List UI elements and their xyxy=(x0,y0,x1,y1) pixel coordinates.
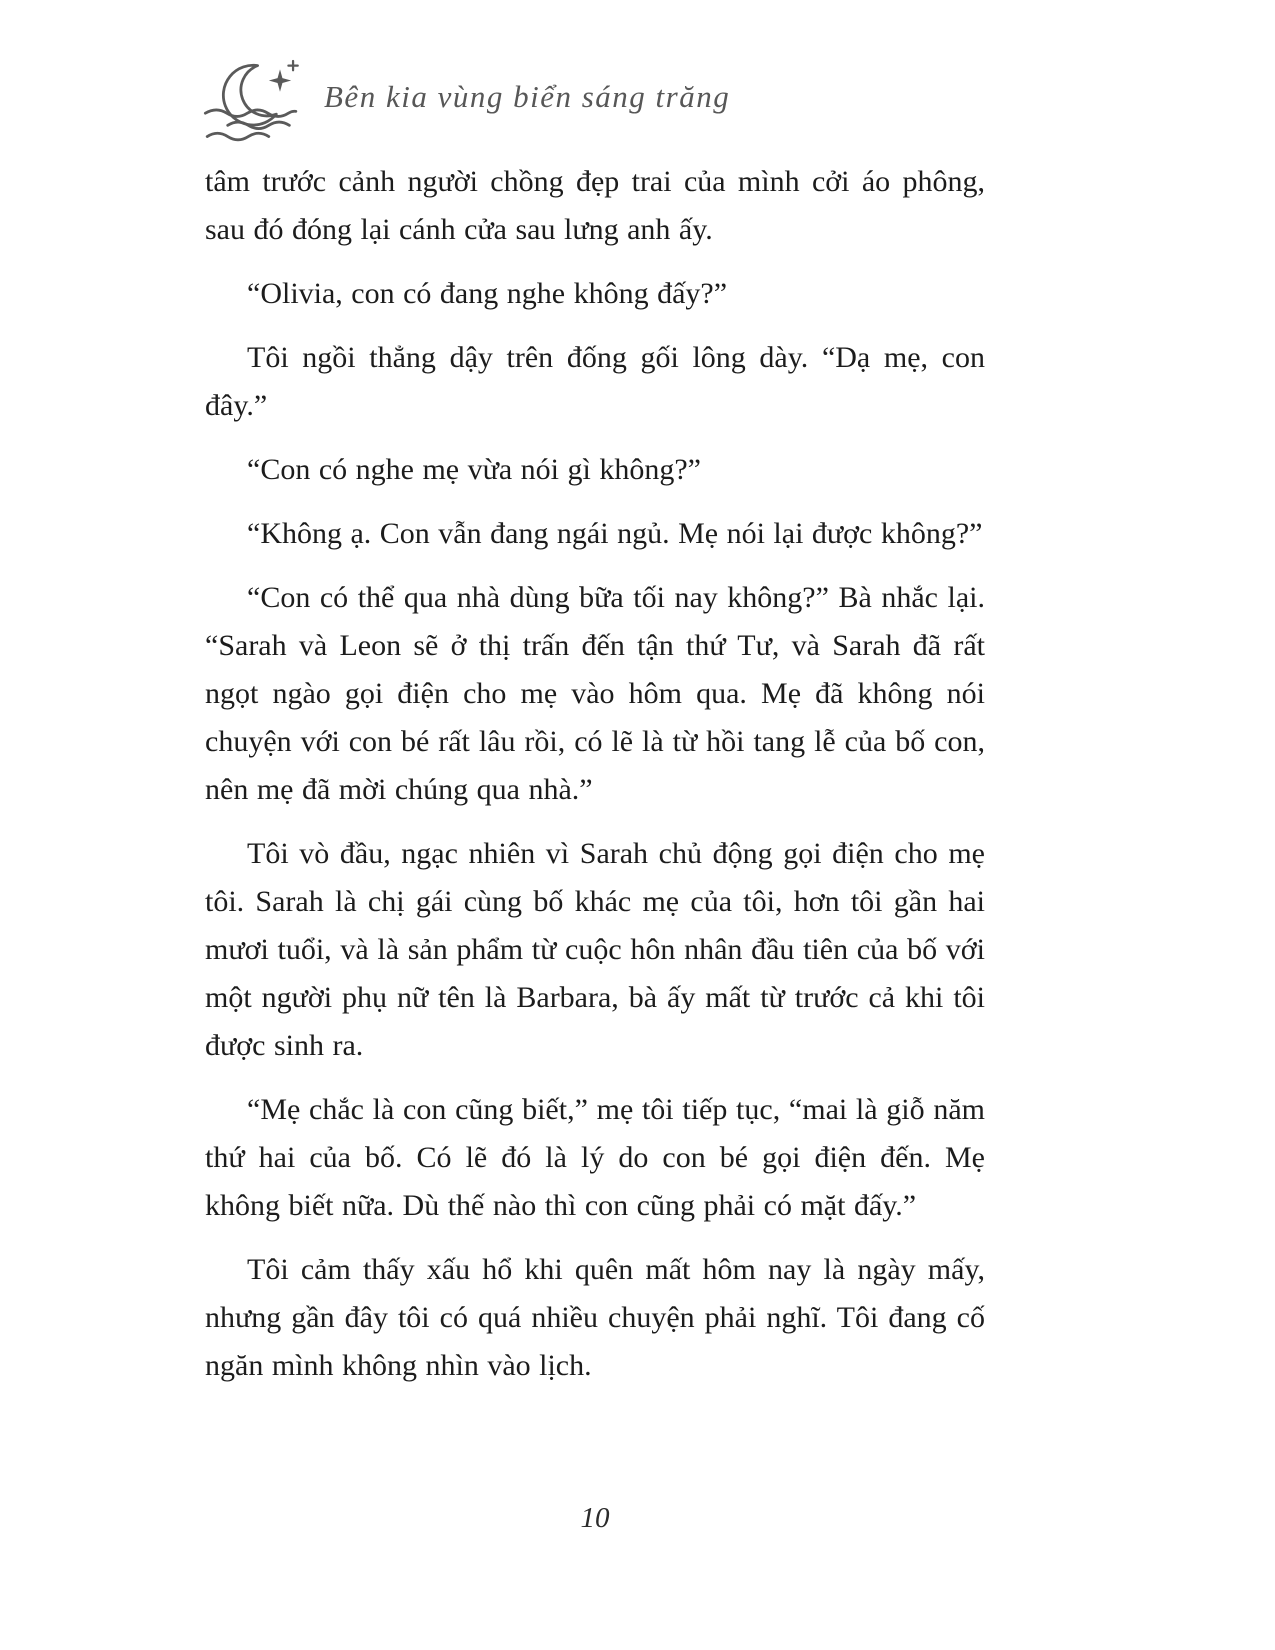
page-header xyxy=(196,52,730,152)
body-text xyxy=(205,158,985,1390)
paragraph: Tôi cảm thấy xấu hổ khi quên mất hôm nay là ngày mấy, nhưng gần đây tôi có quá nhiều chuyện phải nghĩ. Tôi đang cố ngăn mình không nhìn vào lịch. xyxy=(205,1253,985,1382)
paragraph: “Con có nghe mẹ vừa nói gì không?” xyxy=(247,453,701,486)
page-number: 10 xyxy=(580,1502,610,1534)
paragraph: Tôi ngồi thẳng dậy trên đống gối lông dày. “Dạ mẹ, con đây.” xyxy=(205,341,985,422)
book-title: Bên kia vùng biển sáng trăng xyxy=(324,79,731,114)
paragraph: “Không ạ. Con vẫn đang ngái ngủ. Mẹ nói lại được không?” xyxy=(247,517,983,550)
paragraph: “Olivia, con có đang nghe không đấy?” xyxy=(247,277,728,310)
moon-waves-logo-icon xyxy=(196,52,308,152)
paragraph: “Con có thể qua nhà dùng bữa tối nay không?” Bà nhắc lại. “Sarah và Leon sẽ ở thị trấn đến tận thứ Tư, và Sarah đã rất ngọt ngào gọi điện cho mẹ vào hôm qua. Mẹ đã không nói chuyện với con bé rất lâu rồi, có lẽ là từ hồi tang lễ của bố con, nên mẹ đã mời chúng qua nhà.” xyxy=(205,581,985,806)
paragraph: Tôi vò đầu, ngạc nhiên vì Sarah chủ động gọi điện cho mẹ tôi. Sarah là chị gái cùng bố khác mẹ của tôi, hơn tôi gần hai mươi tuổi, và là sản phẩm từ cuộc hôn nhân đầu tiên của bố với một người phụ nữ tên là Barbara, bà ấy mất từ trước cả khi tôi được sinh ra. xyxy=(205,837,985,1062)
paragraph: “Mẹ chắc là con cũng biết,” mẹ tôi tiếp tục, “mai là giỗ năm thứ hai của bố. Có lẽ đó là lý do con bé gọi điện đến. Mẹ không biết nữa. Dù thế nào thì con cũng phải có mặt đấy.” xyxy=(205,1093,985,1222)
paragraph: tâm trước cảnh người chồng đẹp trai của mình cởi áo phông, sau đó đóng lại cánh cửa sau lưng anh ấy. xyxy=(205,165,985,246)
